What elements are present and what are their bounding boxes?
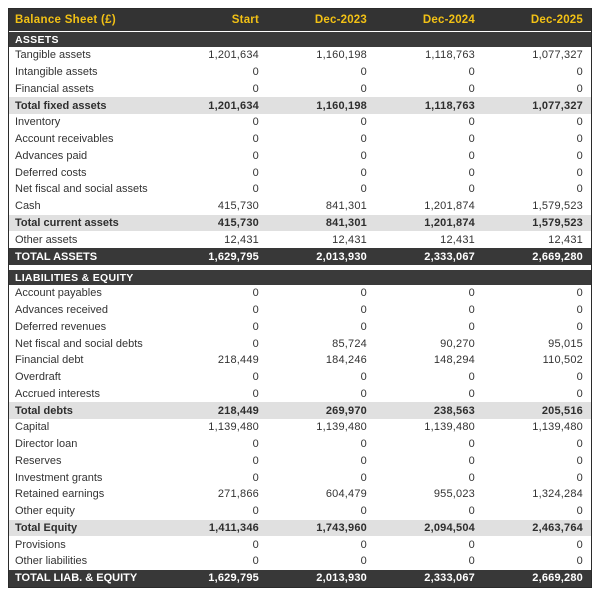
cell-value: 0 — [360, 149, 367, 162]
cell-value: 0 — [360, 66, 367, 79]
cell-value: 85,724 — [332, 337, 367, 350]
cell-value: 0 — [576, 555, 583, 568]
column-header-dec2023: Dec-2023 — [314, 14, 367, 26]
table-row — [9, 503, 591, 520]
table-row — [9, 181, 591, 198]
row-label: Reserves — [15, 454, 62, 467]
row-label: Account receivables — [15, 133, 114, 146]
cell-value: 184,246 — [325, 354, 367, 367]
cell-value: 0 — [360, 82, 367, 95]
table-row — [9, 553, 591, 570]
cell-value: 0 — [468, 387, 475, 400]
row-label: Advances paid — [15, 149, 88, 162]
table-row — [9, 285, 591, 302]
cell-value: 1,743,960 — [316, 521, 367, 534]
cell-value: 0 — [360, 505, 367, 518]
row-label: Net fiscal and social debts — [15, 337, 143, 350]
cell-value: 0 — [252, 505, 259, 518]
table-row — [9, 386, 591, 403]
cell-value: 0 — [360, 183, 367, 196]
row-label: TOTAL ASSETS — [15, 250, 98, 263]
row-label: Director loan — [15, 438, 78, 451]
table-row — [9, 335, 591, 352]
row-label: Overdraft — [15, 371, 61, 384]
row-label: TOTAL LIAB. & EQUITY — [15, 572, 138, 585]
row-label: Intangible assets — [15, 66, 98, 79]
cell-value: 0 — [360, 304, 367, 317]
row-label: LIABILITIES & EQUITY — [15, 271, 134, 284]
cell-value: 0 — [468, 82, 475, 95]
row-label: Tangible assets — [15, 49, 91, 62]
table-row — [9, 536, 591, 553]
table-row — [9, 198, 591, 215]
cell-value: 0 — [468, 116, 475, 129]
table-row — [9, 114, 591, 131]
cell-value: 95,015 — [548, 337, 583, 350]
cell-value: 1,201,634 — [208, 99, 259, 112]
cell-value: 0 — [360, 438, 367, 451]
cell-value: 0 — [576, 454, 583, 467]
cell-value: 841,301 — [325, 200, 367, 213]
table-row — [9, 64, 591, 81]
cell-value: 0 — [360, 371, 367, 384]
row-label: ASSETS — [15, 33, 59, 46]
cell-value: 1,118,763 — [425, 49, 475, 62]
cell-value: 1,077,327 — [532, 49, 583, 62]
column-header-start: Start — [231, 14, 259, 26]
row-label: Total Equity — [15, 521, 78, 534]
cell-value: 2,333,067 — [424, 250, 475, 263]
row-label: Advances received — [15, 304, 108, 317]
cell-value: 0 — [252, 471, 259, 484]
cell-value: 0 — [252, 337, 259, 350]
cell-value: 0 — [468, 183, 475, 196]
cell-value: 238,563 — [433, 404, 475, 417]
cell-value: 0 — [468, 149, 475, 162]
cell-value: 0 — [468, 538, 475, 551]
cell-value: 0 — [252, 371, 259, 384]
table-row — [9, 319, 591, 336]
cell-value: 2,013,930 — [316, 250, 367, 263]
cell-value: 2,094,504 — [424, 521, 475, 534]
cell-value: 1,201,634 — [208, 49, 259, 62]
cell-value: 0 — [468, 471, 475, 484]
grand-total-row — [9, 570, 591, 587]
cell-value: 1,324,284 — [532, 488, 583, 501]
cell-value: 0 — [360, 454, 367, 467]
subtotal-row — [9, 97, 591, 114]
cell-value: 415,730 — [217, 200, 259, 213]
cell-value: 0 — [576, 387, 583, 400]
cell-value: 1,411,346 — [208, 521, 259, 534]
cell-value: 0 — [252, 133, 259, 146]
table-row — [9, 469, 591, 486]
cell-value: 0 — [576, 66, 583, 79]
cell-value: 0 — [576, 166, 583, 179]
cell-value: 12,431 — [224, 233, 259, 246]
cell-value: 841,301 — [325, 216, 367, 229]
cell-value: 604,479 — [325, 488, 367, 501]
cell-value: 1,139,480 — [316, 421, 367, 434]
row-label: Other liabilities — [15, 555, 88, 568]
row-label: Total fixed assets — [15, 99, 107, 112]
row-label: Inventory — [15, 116, 61, 129]
row-label: Total debts — [15, 404, 73, 417]
row-label: Net fiscal and social assets — [15, 183, 148, 196]
cell-value: 110,502 — [542, 354, 583, 367]
table-body — [9, 32, 591, 587]
row-label: Cash — [15, 200, 41, 213]
cell-value: 0 — [252, 555, 259, 568]
grand-total-row — [9, 248, 591, 265]
cell-value: 0 — [468, 133, 475, 146]
cell-value: 0 — [360, 287, 367, 300]
cell-value: 0 — [576, 304, 583, 317]
cell-value: 2,333,067 — [424, 572, 475, 585]
table-row — [9, 231, 591, 248]
cell-value: 218,449 — [217, 354, 259, 367]
cell-value: 2,013,930 — [316, 572, 367, 585]
table-row — [9, 453, 591, 470]
cell-value: 0 — [252, 82, 259, 95]
cell-value: 1,201,874 — [424, 216, 475, 229]
cell-value: 0 — [576, 82, 583, 95]
cell-value: 0 — [252, 66, 259, 79]
cell-value: 0 — [576, 183, 583, 196]
cell-value: 0 — [468, 555, 475, 568]
cell-value: 0 — [360, 555, 367, 568]
cell-value: 0 — [252, 149, 259, 162]
cell-value: 0 — [468, 505, 475, 518]
cell-value: 955,023 — [433, 488, 475, 501]
table-row — [9, 419, 591, 436]
cell-value: 0 — [252, 538, 259, 551]
cell-value: 0 — [468, 454, 475, 467]
cell-value: 0 — [576, 287, 583, 300]
cell-value: 0 — [576, 149, 583, 162]
subtotal-row — [9, 402, 591, 419]
column-header-dec2025: Dec-2025 — [530, 14, 583, 26]
cell-value: 1,579,523 — [532, 216, 583, 229]
cell-value: 0 — [252, 116, 259, 129]
cell-value: 0 — [360, 133, 367, 146]
cell-value: 0 — [252, 438, 259, 451]
table-row — [9, 131, 591, 148]
row-label: Deferred revenues — [15, 320, 107, 333]
cell-value: 1,629,795 — [208, 572, 259, 585]
table-row — [9, 486, 591, 503]
cell-value: 1,201,874 — [424, 200, 475, 213]
cell-value: 90,270 — [440, 337, 475, 350]
row-label: Deferred costs — [15, 166, 87, 179]
cell-value: 0 — [576, 438, 583, 451]
cell-value: 0 — [252, 304, 259, 317]
cell-value: 12,431 — [548, 233, 583, 246]
table-row — [9, 47, 591, 64]
table-row — [9, 436, 591, 453]
table-row — [9, 302, 591, 319]
cell-value: 0 — [576, 505, 583, 518]
cell-value: 271,866 — [217, 488, 259, 501]
cell-value: 0 — [252, 287, 259, 300]
table-header-row — [9, 9, 591, 32]
row-label: Investment grants — [15, 471, 103, 484]
column-header-dec2024: Dec-2024 — [422, 14, 475, 26]
row-label: Financial debt — [15, 354, 84, 367]
cell-value: 12,431 — [332, 233, 367, 246]
cell-value: 12,431 — [440, 233, 475, 246]
cell-value: 1,629,795 — [208, 250, 259, 263]
cell-value: 1,139,480 — [424, 421, 475, 434]
cell-value: 205,516 — [541, 404, 583, 417]
cell-value: 0 — [576, 320, 583, 333]
cell-value: 1,139,480 — [532, 421, 583, 434]
cell-value: 1,139,480 — [208, 421, 259, 434]
cell-value: 0 — [468, 320, 475, 333]
cell-value: 0 — [576, 371, 583, 384]
cell-value: 0 — [252, 320, 259, 333]
cell-value: 0 — [576, 471, 583, 484]
cell-value: 0 — [576, 116, 583, 129]
cell-value: 269,970 — [325, 404, 367, 417]
cell-value: 0 — [360, 387, 367, 400]
row-label: Retained earnings — [15, 488, 105, 501]
cell-value: 0 — [252, 166, 259, 179]
cell-value: 0 — [468, 438, 475, 451]
cell-value: 1,160,198 — [316, 99, 367, 112]
cell-value: 0 — [468, 304, 475, 317]
row-label: Provisions — [15, 538, 66, 551]
cell-value: 1,579,523 — [532, 200, 583, 213]
cell-value: 0 — [360, 471, 367, 484]
table-row — [9, 369, 591, 386]
table-row — [9, 148, 591, 165]
section-header-row — [9, 32, 591, 47]
row-label: Accrued interests — [15, 387, 100, 400]
cell-value: 0 — [252, 454, 259, 467]
cell-value: 415,730 — [217, 216, 259, 229]
cell-value: 0 — [252, 183, 259, 196]
cell-value: 1,077,327 — [532, 99, 583, 112]
balance-sheet-table — [8, 8, 592, 588]
table-row — [9, 352, 591, 369]
cell-value: 0 — [576, 133, 583, 146]
cell-value: 2,463,764 — [532, 521, 583, 534]
page-title: Balance Sheet (£) — [15, 14, 116, 26]
cell-value: 2,669,280 — [532, 572, 583, 585]
section-header-row — [9, 270, 591, 285]
cell-value: 0 — [468, 287, 475, 300]
row-label: Financial assets — [15, 82, 94, 95]
cell-value: 0 — [468, 371, 475, 384]
cell-value: 2,669,280 — [532, 250, 583, 263]
cell-value: 0 — [468, 66, 475, 79]
cell-value: 0 — [468, 166, 475, 179]
table-row — [9, 81, 591, 98]
subtotal-row — [9, 520, 591, 537]
cell-value: 148,294 — [433, 354, 475, 367]
cell-value: 1,118,763 — [424, 99, 475, 112]
subtotal-row — [9, 215, 591, 232]
cell-value: 0 — [576, 538, 583, 551]
cell-value: 0 — [360, 166, 367, 179]
table-row — [9, 164, 591, 181]
cell-value: 218,449 — [217, 404, 259, 417]
cell-value: 0 — [360, 116, 367, 129]
row-label: Account payables — [15, 287, 102, 300]
cell-value: 1,160,198 — [316, 49, 367, 62]
cell-value: 0 — [252, 387, 259, 400]
row-label: Other assets — [15, 233, 78, 246]
row-label: Total current assets — [15, 216, 119, 229]
cell-value: 0 — [360, 320, 367, 333]
row-label: Capital — [15, 421, 50, 434]
cell-value: 0 — [360, 538, 367, 551]
row-label: Other equity — [15, 505, 75, 518]
